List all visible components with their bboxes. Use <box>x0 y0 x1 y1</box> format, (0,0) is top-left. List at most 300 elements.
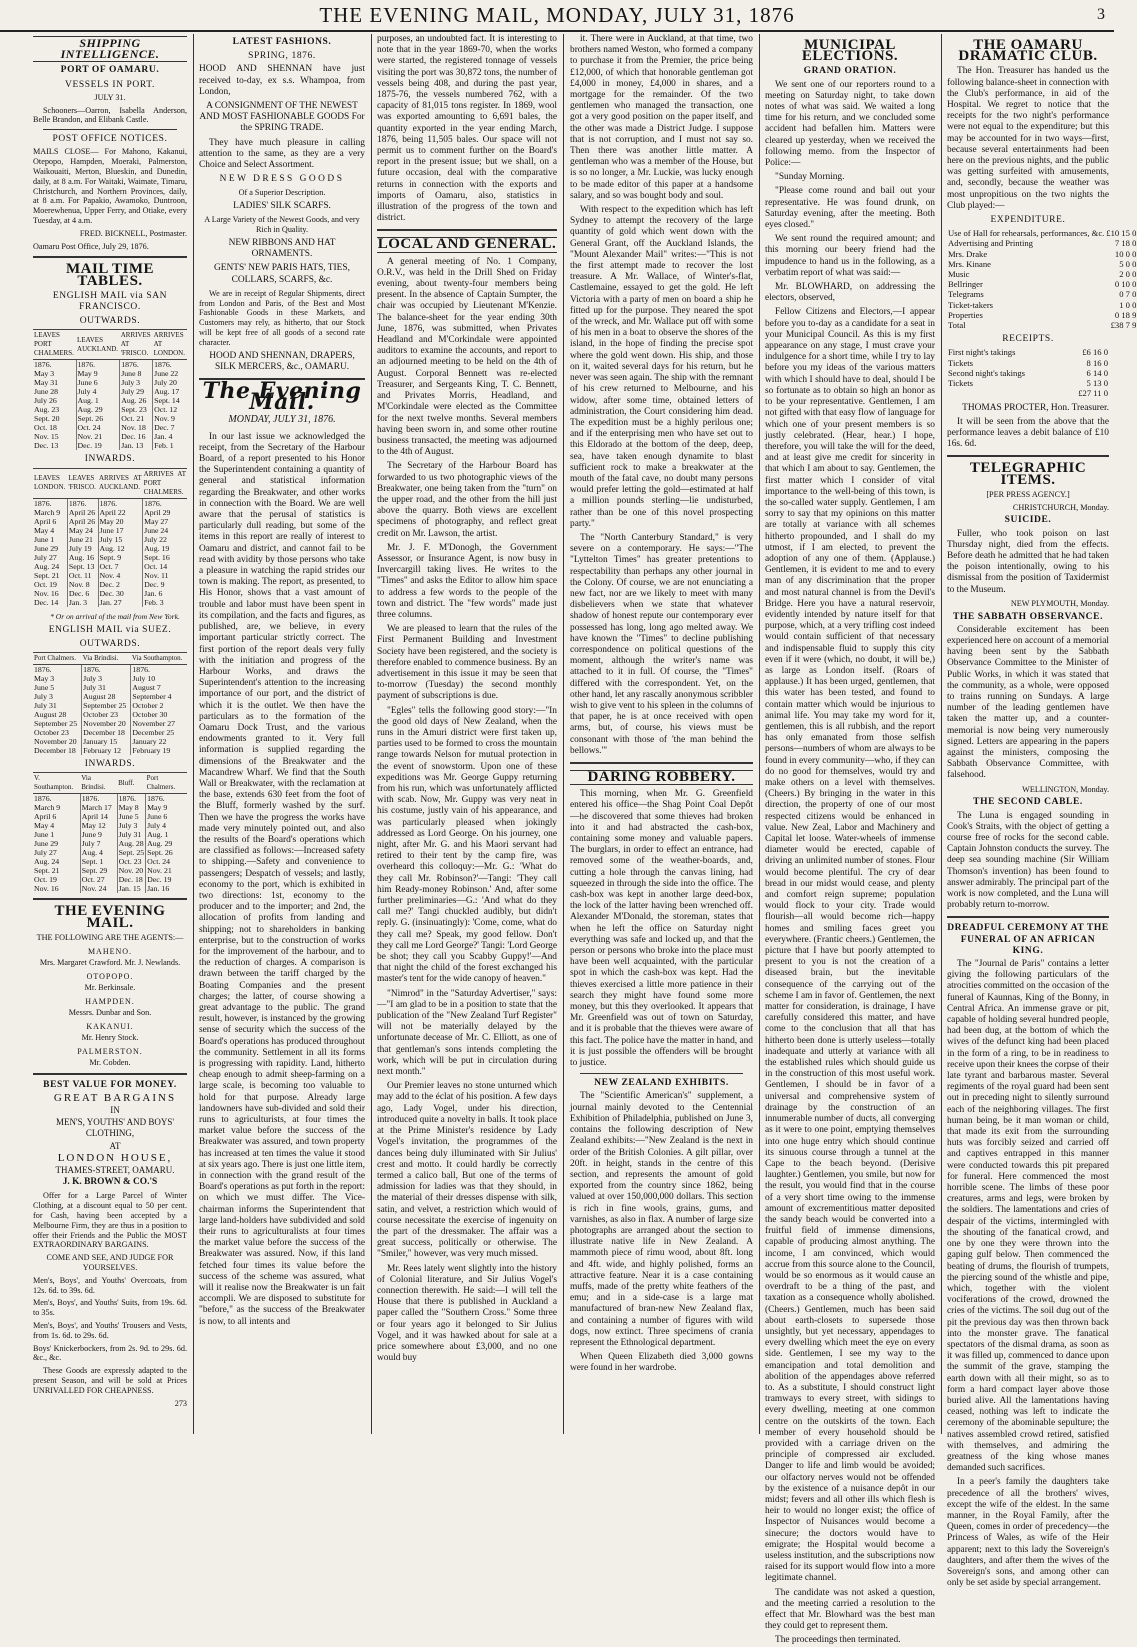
nz-exhibits-text <box>570 1091 753 1374</box>
table-cell: Nov. 20 <box>117 866 146 875</box>
table-cell: Aug. 19 <box>143 544 187 553</box>
vessels-heading: VESSELS IN PORT. <box>65 79 155 90</box>
table-row <box>33 728 187 737</box>
fashion-dress-goods-desc: Of a Superior Description. <box>238 188 326 198</box>
table-row <box>33 701 187 710</box>
table-cell: March 17 <box>80 803 117 812</box>
telegram-text: Considerable excitement has been experienced here on account of a memorial having been sent by the Sabbath Observance Committee to the Minister of Public Works, in which it was stated that the community, as a whole, were opposed to trains running on Sundays. A large number of the leading gentlemen have taken the matter up, and a counter-memorial is now being very numerously signed. Letters are appearing in the papers against the ministers, composing the Sabbath Observance Committee, with falsehood. <box>947 624 1109 781</box>
table-cell: December 18 <box>34 746 76 756</box>
table-cell: July 10 <box>131 674 187 683</box>
table-cell: December 25 <box>131 728 187 737</box>
sf-mail-heading: ENGLISH MAIL via SAN FRANCISCO. <box>52 290 168 312</box>
table-cell: July 15 <box>98 535 143 544</box>
speech-paragraph: The candidate was not asked a question, and the meeting carried a resolution to the effect that Mr. Blowhard was the best man they could get to represent them. <box>765 1587 935 1632</box>
table-cell: Feb. 3 <box>143 598 187 607</box>
table-cell: April 26 <box>67 517 98 526</box>
table-cell: May 27 <box>143 517 187 526</box>
table-cell: Oct. 24 <box>76 423 120 432</box>
table-cell: Aug. 4 <box>80 848 117 857</box>
table-cell: Oct. 23 <box>117 857 146 866</box>
telegraphic-items <box>947 503 1109 912</box>
table-cell: Jan. 15 <box>117 884 146 893</box>
telegram-title: SUICIDE. <box>1004 515 1052 526</box>
table-cell: May 31 <box>34 378 59 388</box>
telegram-title: THE SECOND CABLE. <box>973 797 1083 808</box>
column-2 <box>194 34 370 1434</box>
table-cell: July 31 <box>82 683 131 692</box>
table-row <box>33 580 187 589</box>
account-amount: 0 18 9 <box>1114 309 1137 320</box>
best-value-line: THAMES-STREET, OAMARU. <box>55 1165 175 1176</box>
table-cell: June 17 <box>98 526 143 535</box>
table-cell: Sept. 16 <box>143 553 187 562</box>
evening-mail-agents-heading: THE EVENING MAIL. <box>54 903 166 931</box>
table-cell: Oct. 18 <box>34 423 57 433</box>
divider <box>947 455 1109 457</box>
account-item: Bellringer <box>948 279 983 290</box>
table-cell: May 24 <box>67 526 98 535</box>
table-cell: June 29 <box>34 543 59 553</box>
masthead <box>0 0 1114 32</box>
table-cell: July 20 <box>153 378 187 387</box>
suez-inwards-table <box>33 772 187 893</box>
table-row <box>33 794 187 804</box>
table-header: ARRIVES AT PORT CHALMERS. <box>143 468 187 498</box>
best-value-line: GREAT BARGAINS <box>53 1091 177 1104</box>
table-cell: May 4 <box>34 525 55 535</box>
table-cell: May 9 <box>146 803 187 812</box>
agent-town: KAKANUI. <box>86 1021 134 1031</box>
table-row <box>33 369 187 378</box>
table-cell: Sept. 13 <box>67 562 98 571</box>
table-cell: Dec. 19 <box>76 441 120 450</box>
editorial-continued <box>377 34 557 224</box>
account-row <box>947 259 1137 269</box>
account-item: Mrs. Drake <box>948 248 988 259</box>
telegram-place: NEW PLYMOUTH, Monday. <box>1010 598 1109 608</box>
table-row <box>33 526 187 535</box>
table-cell: April 22 <box>98 508 143 517</box>
news-paragraph: When Queen Elizabeth died 3,000 gowns were found in her wardrobe. <box>570 1352 753 1374</box>
table-header: Via Brindisi. <box>82 653 131 665</box>
table-cell: Nov. 18 <box>120 423 153 432</box>
table-row <box>33 830 187 839</box>
table-cell: October 30 <box>131 710 187 719</box>
fashion-intro: HOOD AND SHENNAN have just received to-day, ex s.s. Whampoa, from London, <box>199 64 365 97</box>
editorial <box>199 432 365 1328</box>
table-cell: November 20 <box>34 737 77 747</box>
table-header: Port Chalmers. <box>33 653 82 665</box>
table-cell: 1876. <box>67 498 98 508</box>
account-row <box>947 300 1137 310</box>
table-cell: Sept. 1 <box>80 857 117 866</box>
table-row <box>33 378 187 387</box>
telegram-text: Fuller, who took poison on last Thursday night, died from the effects. Before death he admitted that he had taken the poison intentionally, owing to his dismissal from the position of Taxidermist to the Museum. <box>947 528 1109 595</box>
table-cell: Nov. 4 <box>98 571 143 580</box>
table-cell: February 19 <box>131 746 187 755</box>
masthead-title: THE EVENING MAIL, MONDAY, JULY 31, 1876 <box>319 3 795 27</box>
agents-list <box>33 933 187 1068</box>
table-cell: Aug. 1 <box>76 396 120 405</box>
table-row <box>33 589 187 598</box>
table-cell: Dec. 2 <box>98 580 143 589</box>
dramatic-club-heading: THE OAMARU DRAMATIC CLUB. <box>958 37 1098 65</box>
table-cell: Aug. 17 <box>153 387 187 396</box>
fashion-shipments: We are in receipt of Regular Shipments, direct from London and Paris, of the Best and Most Fashionable Goods in these Markets, and Customers may rely, as hitherto, that our Stock will be kept free of all goods of a second rate character. <box>199 288 365 347</box>
table-row <box>33 812 187 821</box>
table-cell: Dec. 14 <box>34 597 59 607</box>
fashion-silk-scarfs-desc: A Large Variety of the Newest Goods, and very Rich in Quality. <box>204 215 360 235</box>
table-cell: Aug. 26 <box>120 396 153 405</box>
fashion-dress-goods: NEW DRESS GOODS <box>219 174 345 185</box>
port-heading: PORT OF OAMARU. <box>60 65 160 76</box>
price-line: Men's, Boys', and Youths' Overcoats, from 12s. 6d. to 39s. 6d. <box>33 1275 187 1295</box>
news-paragraph: it. There were in Auckland, at that time, two brothers named Weston, who formed a company to purchase it from the Premier, the price being £12,000, of which that honorable gentleman got £4,000 in money, £4,000 in shares, and a mortgage for the remainder. Of the two gentlemen who managed the transaction, one got a very good position on the paper itself, and the other was made a District Judge. I suppose that is not corruption, and I must not say so. Then there was another little matter. A gentleman who was a member of the House, but is so no longer, a Mr. Luckie, was lucky enough to be made editor of this paper at a handsome salary, and so was bought body and soul. <box>570 34 753 201</box>
column-4 <box>565 34 758 1434</box>
table-cell: June 6 <box>76 378 120 387</box>
table-cell: Oct. 11 <box>67 571 98 580</box>
best-value-heading: BEST VALUE FOR MONEY. <box>43 1079 177 1090</box>
table-cell: 1876. <box>80 794 117 804</box>
table-cell: Sept. 29 <box>80 866 117 875</box>
table-cell: Nov. 8 <box>67 580 98 589</box>
account-row <box>947 249 1137 259</box>
sf-note: * Or on arrival of the mail from New York. <box>50 611 180 621</box>
table-row <box>33 598 187 607</box>
table-cell: Dec. 19 <box>146 875 187 884</box>
best-value-come: COME AND SEE, AND JUDGE FOR YOURSELVES. <box>46 1253 174 1273</box>
table-cell: August 7 <box>131 683 187 692</box>
account-row <box>947 347 1109 357</box>
receipts-heading: RECEIPTS. <box>1002 334 1054 345</box>
table-cell: 1876. <box>34 665 52 675</box>
column-5 <box>760 34 940 1646</box>
account-row <box>947 310 1137 320</box>
table-header: LEAVES PORT CHALMERS. <box>33 330 76 360</box>
table-header: V. Southampton. <box>33 773 80 794</box>
table-cell: January 15 <box>82 737 131 746</box>
table-header: LEAVES 'FRISCO. <box>67 468 98 498</box>
table-cell: Nov. 21 <box>146 866 187 875</box>
best-value-prices <box>33 1276 187 1363</box>
table-cell: May 3 <box>34 369 55 379</box>
table-row <box>33 710 187 719</box>
table-cell: July 4 <box>76 387 120 396</box>
news-paragraph: "Egles" tells the following good story:—"In the good old days of New Zealand, when the runs in the Amuri district were first taken up, parties used to be formed to cross the mountain range towards Nelson for mutual protection in the event of snowstorm. Upon one of these expeditions was Mr. George Guppy returning from his run, which was unfortunately afflicted with scab. Now, Mr. Guppy was very neat in his costume, justly vain of his appearance, and was particularly pleased when jokingly addressed as Lord George. On his journey, one night, after Mr. G. and his Maori servant had retired to their tent by the camp fire, was overheard this colloquy:—Mr. G.: 'What do they call Mr. Robinson?'—Tangi: 'They call him Ready-money Robinson.' And, after some further preliminaries—G.: 'And what do they call me?' Tangi chuckled audibly, but didn't reply. G. (insinuatingly): 'Come, come, what do they call me? Speak, my good fellow. Don't they call me Lord George?' Tangi: 'Lord George be shot; they call you Scabby Guppy!'—And that night the child of the forest exchanged his master's tent for the wide canopy of heaven." <box>377 705 558 985</box>
table-cell: Aug. 12 <box>98 544 143 553</box>
dramatic-club-text: The Hon. Treasurer has handed us the following balance-sheet in connection with the Club's performance, in aid of the Hospital. We regret to notice that the receipts for the two night's performance were not equal to the expenditure; but this may be accounted for in two ways—first, because several entertainments had been here on the previous nights, and the public was getting surfeited with amusements, and, secondly, because the weather was most unpropitious on the two nights the Club played:— <box>947 66 1109 211</box>
account-amount: 0 10 0 <box>1114 279 1137 290</box>
paper-dateline: MONDAY, JULY 31, 1876. <box>228 414 336 426</box>
account-row <box>947 279 1137 289</box>
table-row <box>33 414 187 423</box>
table-cell: Jan. 13 <box>120 441 153 450</box>
table-cell: October 23 <box>34 728 69 738</box>
news-paragraph: Mr. Rees lately went slightly into the history of Colonial literature, and Sir Julius Vogel's connection therewith. He said:—I will tell the House that there is published in Auckland a paper called the "Southern Cross." Some three or four years ago it belonged to Sir Julius Vogel, and it was hawked about for sale at a price somewhere about £3,000, and no one would buy <box>377 1263 557 1364</box>
table-cell: May 20 <box>98 517 143 526</box>
best-value-headlines <box>33 1093 187 1176</box>
table-cell: 1876. <box>131 665 187 675</box>
table-cell: 1876. <box>34 360 52 370</box>
table-row <box>33 508 187 517</box>
post-office-date: Oamaru Post Office, July 29, 1876. <box>33 241 149 251</box>
table-cell: August 28 <box>82 692 131 701</box>
post-office-text: MAILS CLOSE— For Mahono, Kakanui, Otepopo, Hampden, Moeraki, Palmerston, Waikouaiti, Merton, Blueskin, and Dunedin, daily, at 8 a.m. For Waitaki, Waimate, Timaru, Christchurch, and Northern Provinces, daily, at 8 a.m. For Papakio, Awamoko, Duntroon, Moerewhenua, Upper Ferry, and Otiake, every Tuesday, at 4 a.m. <box>33 147 187 225</box>
account-amount: 8 16 0 <box>1086 357 1108 368</box>
telegram-place: CHRISTCHURCH, Monday. <box>1012 502 1109 512</box>
table-cell: Sept. 9 <box>98 553 143 562</box>
table-cell: March 9 <box>34 803 61 813</box>
table-row <box>33 665 187 675</box>
table-cell: Jan. 4 <box>153 432 187 441</box>
table-cell: July 26 <box>34 396 57 406</box>
table-header: Port Chalmers. <box>146 773 187 794</box>
table-cell: Nov. 21 <box>76 432 120 441</box>
table-cell: July 3 <box>34 692 53 702</box>
page-number: 3 <box>1097 6 1106 23</box>
table-row <box>33 674 187 683</box>
best-value-line: IN <box>110 1105 120 1116</box>
daring-robbery-heading: DARING ROBBERY. <box>570 770 753 785</box>
price-line: Men's, Boys', and Youths' Suits, from 19s. 6d. to 35s. <box>33 1298 187 1318</box>
speech-paragraph: "Sunday Morning. <box>775 172 845 183</box>
table-cell: Nov. 24 <box>80 884 117 893</box>
table-cell: Sept. 26 <box>146 848 187 857</box>
speech-paragraph: We sent one of our reporters round to a meeting on Saturday night, to take down notes of what was said. We waited a long time for his return, and we concluded some accident had befallen him. Matters were cleared up yesterday, when we received the following memo. from the Inspector of Police:— <box>765 79 935 169</box>
table-row <box>33 719 187 728</box>
funeral-heading: DREADFUL CEREMONY AT THE FUNERAL OF AN AFRICAN KING. <box>947 923 1109 956</box>
best-value-number: 273 <box>174 1398 187 1408</box>
table-cell: June 5 <box>117 812 146 821</box>
table-cell: Oct. 24 <box>146 857 187 866</box>
table-cell: Dec. 6 <box>67 589 98 598</box>
account-total-row <box>947 320 1137 330</box>
municipal-subheading: GRAND ORATION. <box>803 66 897 77</box>
table-row <box>33 387 187 396</box>
table-row <box>33 571 187 580</box>
account-row <box>947 269 1137 279</box>
table-header: Via Southampton. <box>131 653 187 665</box>
table-row <box>33 821 187 830</box>
table-cell: Sept. 25 <box>118 848 145 858</box>
table-cell: May 12 <box>80 821 117 830</box>
table-cell: November 27 <box>131 719 187 728</box>
shipping-heading: SHIPPING INTELLIGENCE. <box>33 36 187 62</box>
telegraphic-subheading: [PER PRESS AGENCY.] <box>986 489 1070 499</box>
account-total-amount: £38 7 9 <box>1110 320 1137 331</box>
account-row <box>947 358 1109 368</box>
agent-town: HAMPDEN. <box>85 996 135 1006</box>
table-cell: Sept. 14 <box>153 396 187 405</box>
table-row <box>33 498 187 508</box>
table-row <box>33 396 187 405</box>
divider <box>33 898 187 900</box>
table-cell: Sept. 26 <box>76 414 120 423</box>
account-row <box>947 378 1109 388</box>
table-cell: 1876. <box>143 498 187 508</box>
table-cell: Sept. 21 <box>34 570 60 580</box>
speech-paragraph: The proceedings then terminated. <box>775 1635 901 1646</box>
table-cell: July 27 <box>34 552 57 562</box>
account-total-row <box>947 388 1109 398</box>
account-row <box>947 289 1137 299</box>
agent-town: MAHENO. <box>87 946 133 956</box>
table-cell: April 6 <box>34 516 57 526</box>
table-row <box>33 857 187 866</box>
table-cell: April 14 <box>80 812 117 821</box>
table-row <box>33 544 187 553</box>
news-paragraph: This morning, when Mr. G. Greenfield entered his office—the Shag Point Coal Depôt—he discovered that some thieves had broken into it and had abstracted the cash-box, containing some money and valuable papers. The burglars, in order to effect an entrance, had removed some of the weather-boards, and, cutting a hole through the canvas lining, had squeezed in through the side into the office. The cash-box was kept in another large deed-box, the lock of the latter having been wrenched off. Alexander M'Donald, the storeman, states that when he left the office on Saturday night everything was safe and locked up, and that the person or persons who broke into the place must have been well acquainted, with the particular spot in which the cash-box was kept. Had the thieves exercised a little more patience in their search they might have found some more money, but this they overlooked. It appears that Mr. Greenfield was out of town on Saturday, and it is probable that the thieves were aware of this fact. The police have the matter in hand, and it is just possible the offenders will be brought to justice. <box>570 789 753 1069</box>
table-cell: Oct. 12 <box>153 405 187 414</box>
table-row <box>33 562 187 571</box>
table-cell: 1876. <box>82 665 131 675</box>
news-paragraph: We are pleased to learn that the rules of the First Permanent Building and Investment Society have been registered, and the society is therefore enabled to commence business. By an advertisement in this issue it may be seen that to-morrow (Tuesday) the second monthly payment of subscriptions is due. <box>377 624 557 702</box>
account-amount: 7 18 0 <box>1114 238 1137 249</box>
table-cell: 1876. <box>117 794 146 804</box>
table-cell: July 29 <box>120 387 153 396</box>
table-cell: March 9 <box>34 507 61 517</box>
account-amount: 2 0 0 <box>1119 269 1137 280</box>
table-cell: Oct. 21 <box>120 414 153 423</box>
table-cell: 1876. <box>120 360 153 370</box>
price-line: Men's, Boys', and Youths' Trousers and Vests, from 1s. 6d. to 29s. 6d. <box>33 1321 187 1340</box>
table-cell: Dec. 9 <box>143 580 187 589</box>
table-cell: Nov. 11 <box>143 571 187 580</box>
table-cell: September 25 <box>82 701 131 710</box>
column-rule <box>563 34 564 1434</box>
table-cell: June 9 <box>80 830 117 839</box>
table-row <box>33 553 187 562</box>
table-header: ARRIVES AT 'FRISCO. <box>120 330 153 360</box>
mail-tables-heading: MAIL TIME TABLES. <box>66 261 154 289</box>
table-cell: Oct. 14 <box>143 562 187 571</box>
speech-paragraph: Mr. BLOWHARD, on addressing the electors, observed, <box>765 282 935 304</box>
table-cell: October 23 <box>82 710 131 719</box>
table-cell: Nov. 16 <box>34 588 59 598</box>
table-cell: September 25 <box>34 719 78 729</box>
best-value-line: LONDON HOUSE, <box>57 1151 173 1164</box>
table-cell: 1876. <box>153 360 187 370</box>
table-cell: Oct. 7 <box>98 562 143 571</box>
table-cell: Oct. 19 <box>34 579 57 589</box>
divider <box>33 256 187 258</box>
table-cell: Oct. 19 <box>34 875 57 885</box>
table-cell: April 29 <box>143 508 187 517</box>
telegram-place: WELLINGTON, Monday. <box>1022 784 1109 794</box>
table-cell: Dec. 7 <box>153 423 187 432</box>
account-amount: 5 0 0 <box>1119 258 1137 269</box>
table-cell: September 4 <box>131 692 187 701</box>
account-item: Mrs. Kinane <box>948 258 991 269</box>
paper-title: The Evening Mail. <box>202 378 362 416</box>
agent-names: Messrs. Dunbar and Son. <box>68 1007 152 1017</box>
daring-robbery-text <box>570 789 753 1069</box>
table-cell: June 6 <box>146 812 187 821</box>
speech-paragraph: Fellow Citizens and Electors,—I appear before you to-day as a candidate for a seat in your Municipal Council. As this is my first appearance on any stage, I must crave your indulgence for a short time, while I try to lay before you my ideas of the various matters with which I should have to deal, should I be so fortunate as to obtain so high an honor as to be your representative. Gentlemen, I am not gifted with that easy flow of language for which one of your present members is so justly celebrated. (Hear, hear.) I hope, therefore, you will take the will for the deed, and at least give me credit for sincerity in that which I am about to say. Gentlemen, the first matter which I consider of vital importance to the well-being of this town, is the so-called water supply. Gentlemen, I am sorry to say that my opinions on this matter are totally at variance with all schemes hitherto propounded, and I shall do my utmost, if I am elected, to prevent the adoption of any one of them. (Applause.) Gentlemen, it is evident to me and to every man of any discrimination that the proper and most natural channel is from the Devil's Bridge. Here you have a natural reservoir, evidently intended by nature itself for that purpose, which, at a very trifling cost indeed would contain sufficient of that necessary and indispensable fluid to supply this city even if it were (which, no doubt, it will be,) as large as London itself. (Roars of applause.) It has been urged, gentlemen, that this water has been tested, and found to contain matter which would be injurious to animal life. You may take my word for it, gentlemen, this is all rubbish, and the report has only emanated from those selfish persons—numbers of whom are always to be found in every community—who, if they can do no good for themselves, would try and make others on a level with themselves. (Cheers.) By bringing in the water in this direction, the property of one of our most respected citizens would be enhanced in value. New Zeal, Labor and Machinery and Capital let loose. Water-wheels of immense diameter would be erected, capable of driving an unlimited number of stones. Flour would become plentiful. The cry of dear bread in our midst would cease, and plenty and comfort reign supreme; population would flock to your city. Trade would flourish—all would become rich—happy homes and smiling faces greet you everywhere. (Frantic cheers.) Gentlemen, the picture that I have but poorly attempted to present to you is not the creation of a diseased brain, but the inevitable consequence of the carrying out of the scheme I am in favor of. Gentlemen, the next matter for consideration, is drainage, I have carefully considered this matter, and have come to the conclusion that all that has hitherto been done is utterly useless—totally inadequate and utterly at variance with all the established rules which should guide us in the construction of this most useful work. Gentlemen, I should be in favor of a universal and comprehensive system of drainage by the construction of an innumerable number of ducts, all converging as it were to one point, emptying themselves into one huge entry which should continue its sinuous course through a tunnel at the Cape to the beach beyond. (Derisive laughter.) Gentlemen, you smile, but now for the result, you would find that in the course of a very short time owing to the immense amount of excrementitious matter deposited the sandy beach would be converted into a fruitful field of immense dimensions, capable of producing almost anything. The income, I am convinced, which would accrue from this source alone to the Council, would be so enormous as it would cause an overdraft to be a thing of the past, and taxation as a consequence wholly abolished. (Cheers.) Gentlemen, much has been said about earth-closets to supersede those unsightly, but yet necessary, appendages to every dwelling which meet the eye on every side. Gentlemen, I see my way to the emancipation and total demolition and abolition of the appendages above referred to. As a substitute, I should construct light tramways to every street, with sidings to every dwelling, meeting at one common centre on the outskirts of the town. Each member of every household should be provided with a carriage driven on the principle of compressed air excluded. Danger to life and limb would be avoided; our olfactory nerves would not be offended by the existence of a nuisance depôt in our midst; fevers and all other ills which flesh is heir to would no longer exist; the office of Inspector of Nuisances would become a sinecure; the doctors would have to emigrate; the Hospital would become a useless institution, and the subscriptions now raised for its support would flow into a more legitimate channel. <box>765 307 935 1584</box>
account-amount: £6 16 0 <box>1082 347 1108 358</box>
table-cell: 1876. <box>146 794 187 804</box>
local-general-items <box>377 257 557 1365</box>
account-row <box>947 228 1137 238</box>
fashion-heading: LATEST FASHIONS. <box>232 37 332 47</box>
table-cell: Aug. 29 <box>76 405 120 414</box>
table-cell: October 2 <box>131 701 187 710</box>
table-cell: May 9 <box>76 369 120 378</box>
fashion-text: They have much pleasure in calling attention to the same, as they are a very Choice and Select Assortment. <box>199 137 365 171</box>
editorial-paragraph: purposes, an undoubted fact. It is interesting to note that in the year 1869-70, when the works were started, the registered tonnage of vessels visiting the port was 30,872 tons, the number of vessels being 408, and during the past year, 1875-76, the vessels numbered 762, with a capacity of 81,015 tons register. In 1869, wool was exported amounting to 6,691 bales, the quantity exported in the year ending March, 1876, being 11,505 bales. Our space will not permit us to comment further on the Board's report in the present issue; but we shall, on a future occasion, deal with the comparative returns in connection with the exports and imports of Oamaru, also, statistics in illustration of the progress of the town and district. <box>377 34 557 224</box>
table-cell: June 1 <box>34 534 55 544</box>
account-row <box>947 238 1137 248</box>
column-6 <box>942 34 1137 1589</box>
table-cell: February 12 <box>82 746 131 755</box>
table-header: LEAVES LONDON. <box>33 468 67 498</box>
funeral-text <box>947 959 1109 1589</box>
table-cell: Nov. 15 <box>34 432 59 442</box>
account-item: Tickets <box>948 378 973 389</box>
suez-mail-heading: ENGLISH MAIL via SUEZ. <box>48 624 172 635</box>
table-cell: July 3 <box>120 378 153 387</box>
table-row <box>33 875 187 884</box>
expenditure-heading: EXPENDITURE. <box>990 215 1066 226</box>
table-row <box>33 441 187 450</box>
news-paragraph: A general meeting of No. 1 Company, O.R.V., was held in the Drill Shed on Friday evening, about twenty-four members being present. In the absence of Captain Sumpter, the chair was occupied by Lieutenant M'Kenzie. The balance-sheet for the year ending 30th June, 1876, was submitted, when Privates Headland and M'Corkindale were appointed auditors to examine the accounts, and report to an adjourned meeting to be held on the 4th of August. Corporal Bennett was re-elected Treasurer, and Sergeants King, T. C. Bennett, and Privates Morris, Headland, and M'Corkindale were elected as the Committee for the next twelve months. Several members having been sworn in, and some other routine business transacted, the meeting was adjourned to the 4th of August. <box>377 256 557 458</box>
table-cell: Aug. 28 <box>118 839 144 849</box>
speech-paragraph: "Please come round and bail out your representative. He was found drunk, on Saturday evening, after the meeting. Both eyes closed." <box>765 186 935 231</box>
table-header: Via Brindisi. <box>80 773 117 794</box>
news-paragraph: Mr. J. F. M'Donogh, the Government Assessor, or Insurance Agent, is now busy in Invercargill taking lives. He writes to the "Times" and asks the Editor to allow him space to address a few words to the people of the town and district. The "few words" made just three columns. <box>377 542 557 620</box>
table-cell: Feb. 1 <box>153 441 187 450</box>
table-cell: April 6 <box>34 812 57 822</box>
column-1 <box>28 34 192 1434</box>
agent-names: Mrs. Margaret Crawford. Mr. J. Newlands. <box>39 957 181 967</box>
telegraphic-heading: TELEGRAPHIC ITEMS. <box>969 460 1087 488</box>
local-general-continued <box>570 34 753 757</box>
editorial-paragraph: In our last issue we acknowledged the receipt, from the Secretary of the Harbour Board, of a report presented to his Honor the Superintendent containing a quantity of general and statistical information regarding the Breakwater, and other works in connection with the Board. We are well aware that the perusal of statistics is particularly dull reading, but some of the items in this report are really of interest to Oamaru and district, and cannot fail to be read with avidity by those persons who take a pleasure in watching the rapid strides our town is making. The report, as presented, to His Honor, shows that a vast amount of trouble and labor must have been spent in its compilation, and the facts and figures, as published, are, we believe, in every important particular strictly correct. The first portion of the report deals very fully with the initiation and progress of the Harbour Works, and draws the Superintendent's attention to the increasing importance of our port, and the district of which it is the outlet. We then have the particulars as to the formation of the Oamaru Dock Trust, and the various endowments granted to it. Very full information is supplied regarding the dimensions of the Breakwater and the Macandrew Wharf. We find that the South Wall or Breakwater, with the reclamation at the base, extends 630 feet from the foot of the Bluff, formerly washed by the surf. Then we have the progress the works have made very minutely pointed out, and also the results of the Board's operations which are classified as follows:—Increased safety to shipping.—Safety and convenience to passengers; Despatch of vessels; and lastly, economy to the port, which is exhibited in two directions: 1st, economy to the producer and to the importer; and 2nd, the allocation of profits from landing and shipping; not to shareholders in banking enterprise, but to the construction of works for the improvement of the harbour, and to the reduction of charges. A comparison is drawn between the tariff charged by the Boating Companies and the present charges; the latter, of course showing a great advantage to the public. The grand result, however, is instanced by the growing sense of security which the success of the Board's operations has produced throughout the community. Settlement in all its forms is progressing with rapidity. Land, hitherto cheap enough to admit sheep-farming on a large scale, is becoming too valuable to hold for that purpose. Already large landowners have sub-divided and sold their runs to agriculturists, at four times the market value before the success of the Breakwater was assured, and town property has increased at ten times the value it stood at six years ago. There is just one little item, in connection with the grand result of the Board's operations as put forth in the report: on which we must differ. The Vice-chairman informs the Superintendent that large land-holders have subdivided and sold their runs to agriculturalists at four times the market value before the success of the Breakwater was assured. Now, if this land fetched four times its value before the success of the scheme was assured, what will it realise now the Breakwater is un fait accompli. We are disposed to substitute for "before," as the success of the Breakwater is now, to all intents and <box>199 431 365 1327</box>
table-row <box>33 884 187 893</box>
table-cell: Dec. 30 <box>98 589 143 598</box>
expenditure-table <box>947 228 1137 330</box>
table-header: LEAVES AUCKLAND. <box>76 330 120 360</box>
table-cell: June 5 <box>34 683 55 693</box>
table-row <box>33 432 187 441</box>
table-cell: June 22 <box>153 369 187 378</box>
table-cell: January 22 <box>131 737 187 746</box>
divider <box>377 229 557 231</box>
table-row <box>33 423 187 432</box>
divider <box>570 762 753 764</box>
account-row <box>947 368 1109 378</box>
best-value-line: MEN'S, YOUTHS' AND BOYS' CLOTHING, <box>55 1117 175 1139</box>
table-header: ARRIVES AT AUCKLAND. <box>98 468 143 498</box>
fashion-silk-scarfs: LADIES' SILK SCARFS. <box>233 201 331 212</box>
divider <box>580 1073 743 1074</box>
table-cell: Aug. 24 <box>34 561 60 571</box>
table-cell: November 20 <box>82 719 131 728</box>
table-cell: Aug. 16 <box>67 553 98 562</box>
table-header: ARRIVES AT LONDON. <box>153 330 187 360</box>
table-cell: Dec. 16 <box>120 432 153 441</box>
news-paragraph: The Secretary of the Harbour Board has forwarded to us two photographic views of the Breakwater, one being taken from the "turn" on the upper road, and the other from the hill just above the quarry. Both views are excellent specimens of photography, and reflect great credit on Mr. Lawson, the artist. <box>377 461 557 539</box>
table-cell: May 3 <box>34 674 55 684</box>
table-cell: July 31 <box>117 830 146 839</box>
column-3 <box>372 34 562 1434</box>
vessels-date: JULY 31. <box>94 92 126 102</box>
agent-town: PALMERSTON. <box>77 1046 143 1056</box>
table-cell: Aug. 1 <box>146 830 187 839</box>
agent-names: Mr. Henry Stock. <box>81 1032 139 1042</box>
table-cell: 1876. <box>34 794 52 804</box>
inwards-label: INWARDS. <box>84 759 136 770</box>
